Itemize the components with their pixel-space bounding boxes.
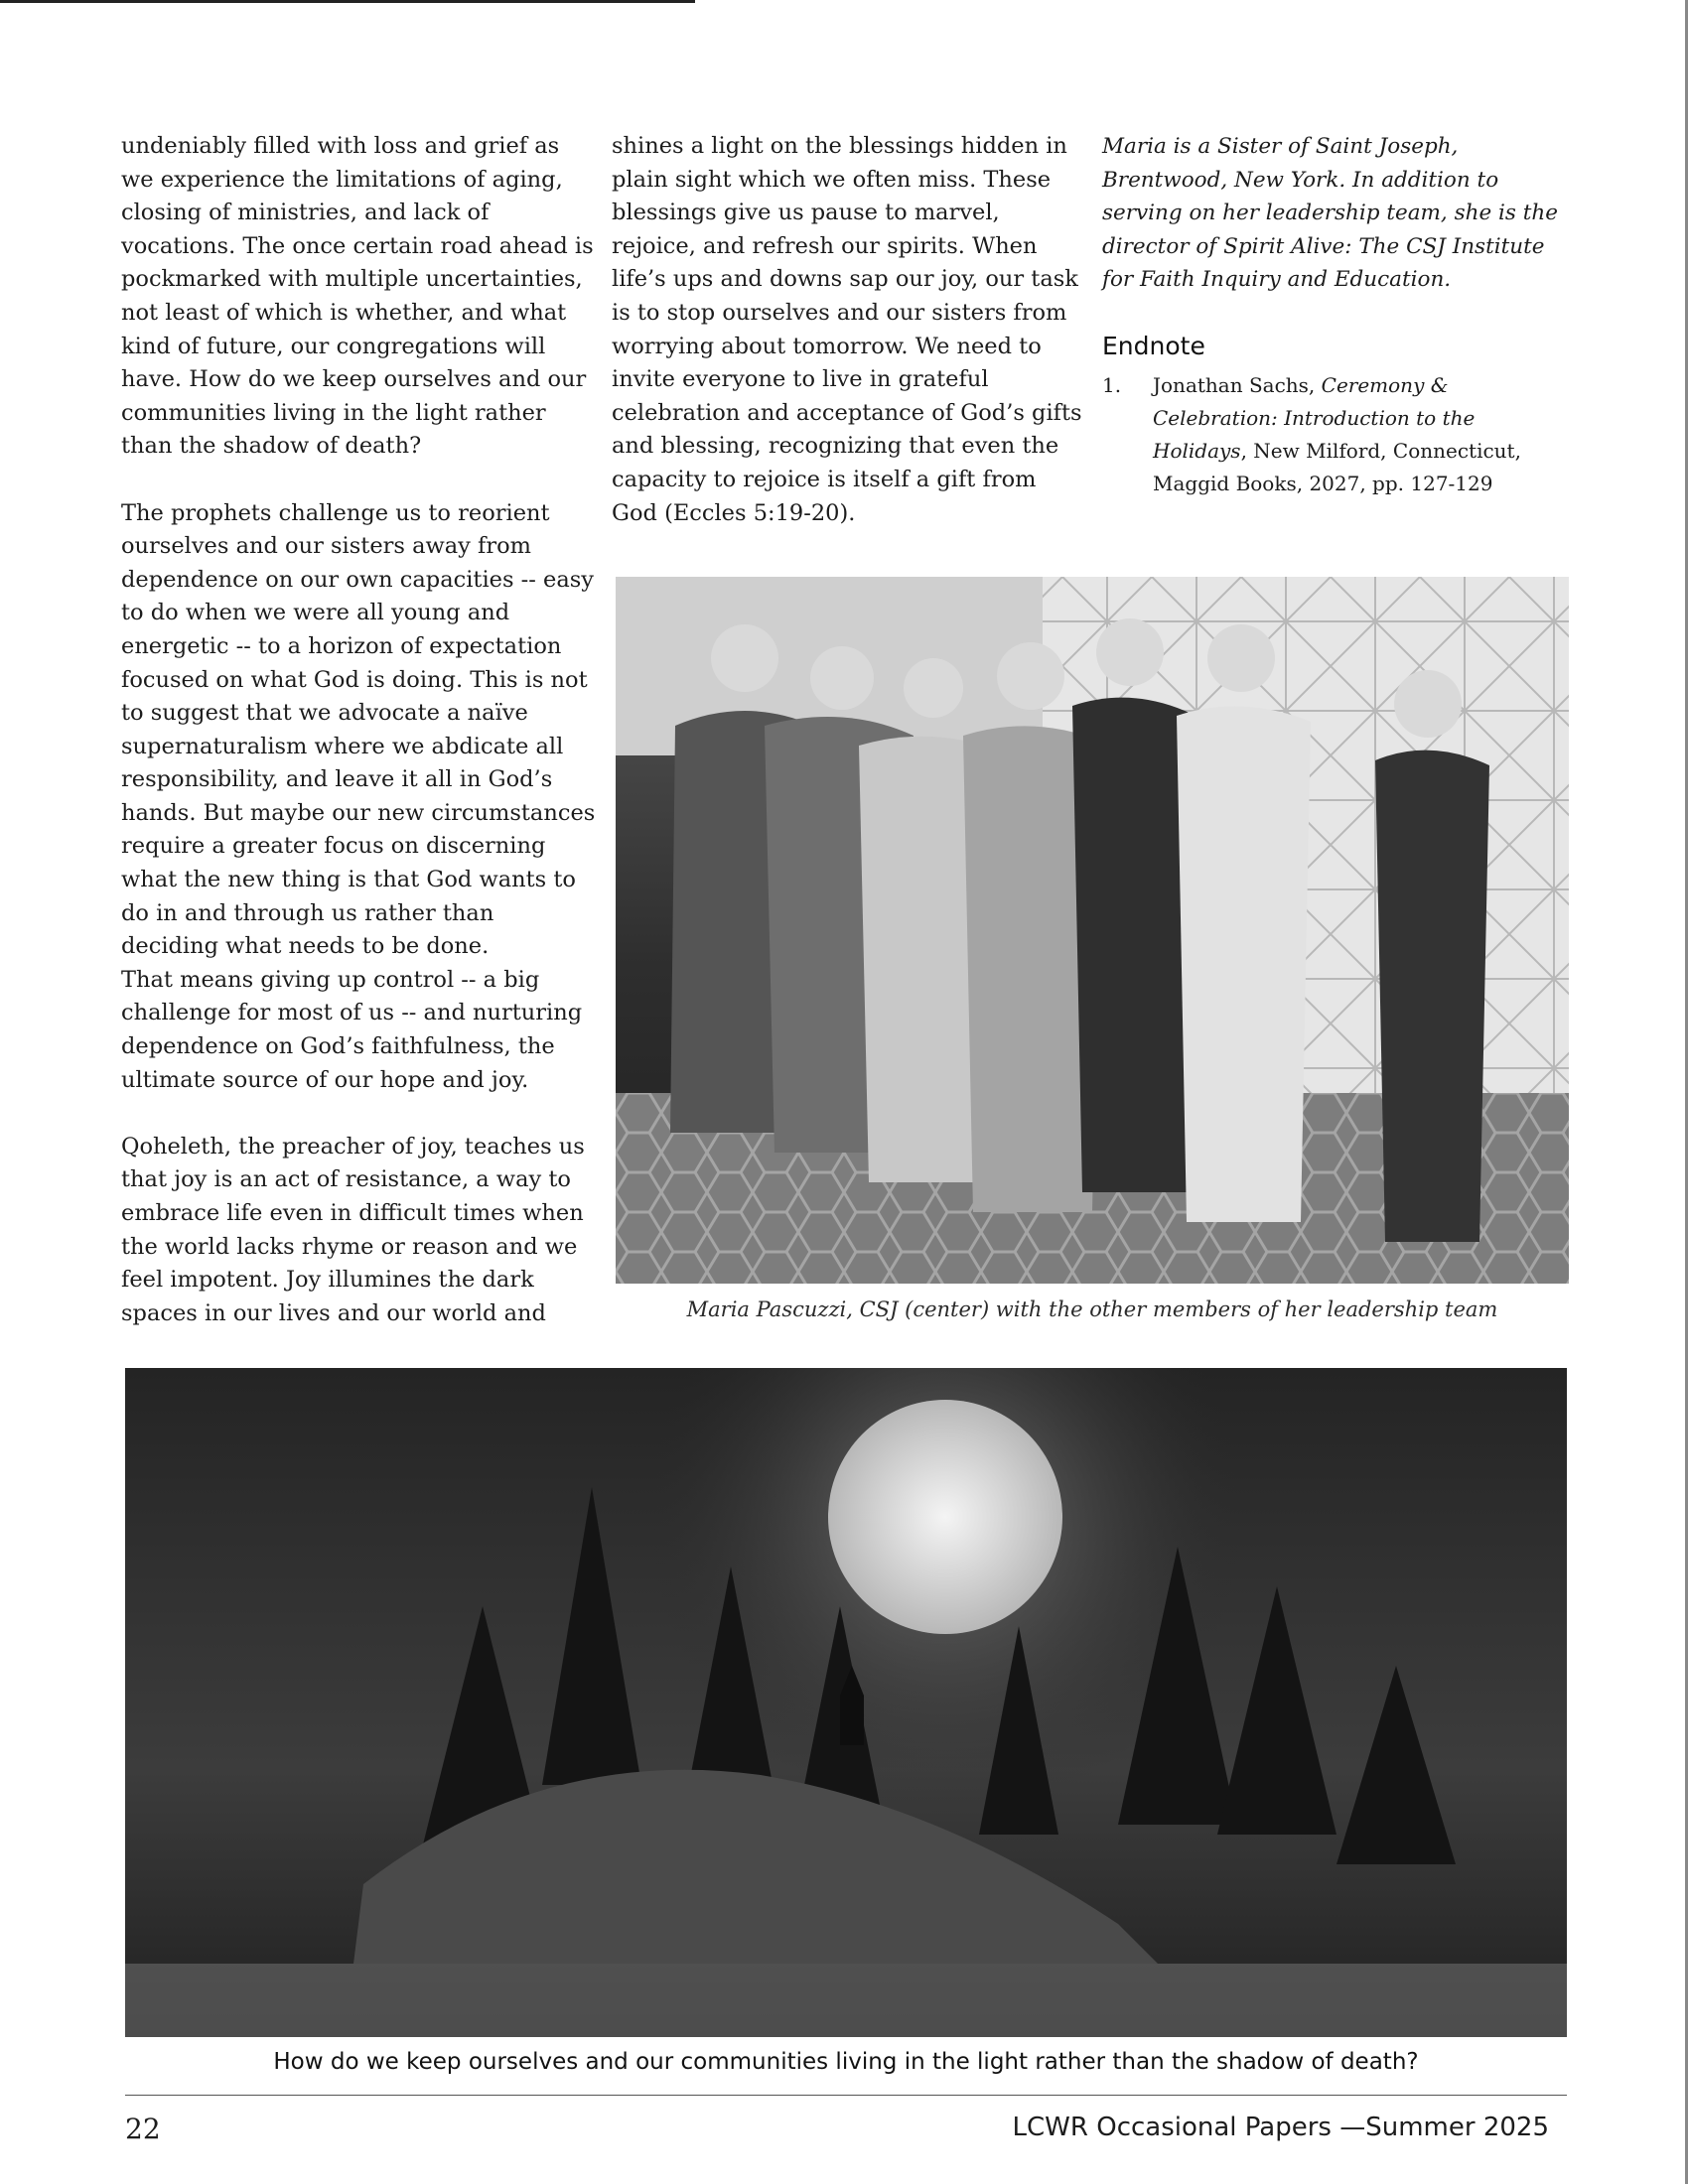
- col1-paragraph-3: Qoheleth, the preacher of joy, teaches us that joy is an act of resistance, a way to embrace life even in difficult times when the world lacks rhyme or reason and we feel impotent. Joy illumines the dark spaces in our lives and our world and: [121, 1133, 585, 1326]
- endnote-item: [1102, 369, 1559, 500]
- author-bio: Maria is a Sister of Saint Joseph, Brentwood, New York. In addition to serving on her leadership team, she is the director of Spirit Alive: The CSJ Institute for Faith Inquiry and Education.: [1102, 134, 1558, 293]
- endnote-author: Jonathan Sachs,: [1153, 373, 1322, 397]
- col1-paragraph-1: undeniably filled with loss and grief as we experience the limitations of aging, closing of ministries, and lack of vocations. The once certain road ahead is pockmarked with multiple uncertainties, not least of which is whether, and what kind of future, our congregations will have. How do we keep ourselves and our communities living in the light rather than the shadow of death?: [121, 133, 594, 460]
- col1-paragraph-2b: That means giving up control -- a big challenge for most of us -- and nurturing dependence on God’s faithfulness, the ultimate source of our hope and joy.: [121, 966, 583, 1093]
- column-2: [612, 130, 1088, 564]
- endnote-number: 1.: [1102, 373, 1122, 397]
- endnote-publisher: , New Milford, Connecticut, Maggid Books, 2027, pp. 127-129: [1153, 439, 1521, 495]
- endnote-citation: [1153, 369, 1559, 500]
- moonlit-forest-graphic: [125, 1368, 1567, 2037]
- image-caption: How do we keep ourselves and our communities living in the light rather than the shadow of death?: [273, 2049, 1419, 2075]
- photo-caption: Maria Pascuzzi, CSJ (center) with the other members of her leadership team: [686, 1297, 1498, 1321]
- endnote-book-title: Ceremony & Celebration: Introduction to the Holidays: [1153, 373, 1476, 463]
- moonlit-forest-image: [125, 1368, 1567, 2037]
- footer-rule: [125, 2095, 1567, 2096]
- col1-paragraph-2: The prophets challenge us to reorient ourselves and our sisters away from dependence on our own capacities -- easy to do when we were all young and energetic -- to a horizon of expectation focused on what God is doing. This is not to suggest that we advocate a naïve supernaturalism where we abdicate all responsibility, and leave it all in God’s hands. But maybe our new circumstances require a greater focus on discerning what the new thing is that God wants to do in and through us rather than deciding what needs to be done.: [121, 499, 596, 960]
- page-number: 22: [125, 2113, 161, 2145]
- column-1: [121, 130, 598, 1364]
- leadership-team-photo-graphic: [616, 577, 1569, 1284]
- running-footer-title: LCWR Occasional Papers —Summer 2025: [1012, 2113, 1549, 2142]
- col2-paragraph-1: shines a light on the blessings hidden in plain sight which we often miss. These blessings give us pause to marvel, rejoice, and refresh our spirits. When life’s ups and downs sap our joy, our task is to stop ourselves and our sisters from worrying about tomorrow. We need to invite everyone to live in grateful celebration and acceptance of God’s gifts and blessing, recognizing that even the capacity to rejoice is itself a gift from God (Eccles 5:19-20).: [612, 133, 1082, 526]
- endnote-heading: Endnote: [1102, 332, 1205, 360]
- leadership-team-photo: [616, 577, 1569, 1284]
- top-rule: [0, 0, 695, 3]
